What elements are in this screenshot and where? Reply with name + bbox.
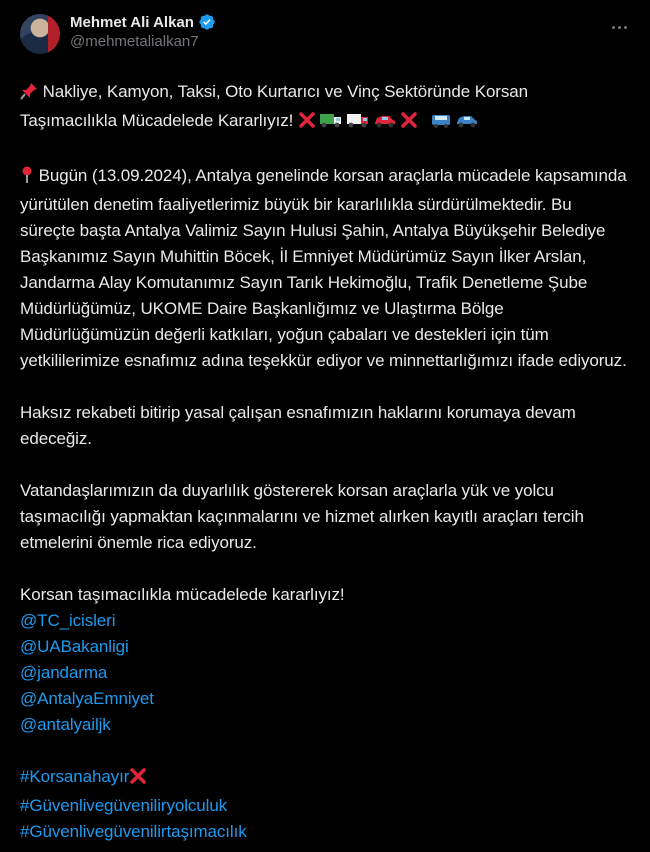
cross-mark-icon bbox=[400, 111, 418, 137]
hashtag-link[interactable]: #Güvenlivegüvenilirtaşımacılık bbox=[20, 822, 247, 841]
hashtag-row bbox=[20, 764, 630, 793]
cross-mark-icon bbox=[129, 767, 147, 793]
paragraph-1-text: Bugün (13.09.2024), Antalya genelinde korsan araçlarla mücadele kapsamında yürütülen denetim faaliyetlerimiz büyük bir kararlılıkla sürdürülmektedir. Bu süreçte başta Antalya Valimiz Sayın Hulusi Şahin, Antalya Büyükşehir Belediye Başkanımız Sayın Muhittin Böcek, İl Emniyet Müdürümüz Sayın İlker Arslan, Jandarma Alay Komutanımız Sayın Tarık Hekimoğlu, Trafik Denetleme Şube Müdürlüğümüz, UKOME Daire Başkanlığımız ve Ulaştırma Bölge Müdürlüğümüzün değerli katkıları, yoğun çabaları ve destekleri için tüm yetkililerimize esnafımız adına teşekkür ediyor ve minnettarlığımızı ifade ediyoruz. bbox=[20, 166, 632, 370]
car-icon bbox=[373, 111, 397, 137]
author-handle[interactable]: @mehmetalialkan7 bbox=[70, 33, 199, 50]
round-pushpin-icon bbox=[20, 166, 34, 192]
more-options-icon[interactable] bbox=[608, 16, 630, 38]
cross-mark-icon bbox=[298, 111, 316, 137]
mention-link[interactable]: @AntalyaEmniyet bbox=[20, 689, 154, 708]
car-icon bbox=[430, 111, 452, 137]
headline bbox=[20, 79, 630, 137]
verified-badge-icon bbox=[198, 13, 216, 31]
mention-link[interactable]: @jandarma bbox=[20, 663, 108, 682]
paragraph-2: Haksız rekabeti bitirip yasal çalışan esnafımızın haklarını korumaya devam edeceğiz. bbox=[20, 403, 581, 448]
author-name[interactable]: Mehmet Ali Alkan bbox=[70, 13, 194, 31]
headline-emojis bbox=[298, 111, 479, 137]
mention-link[interactable]: @UABakanligi bbox=[20, 637, 129, 656]
tweet-text bbox=[20, 79, 630, 845]
paragraph-3: Vatandaşlarımızın da duyarlılık göstererek korsan araçlarla yük ve yolcu taşımacılığı yapmaktan kaçınmalarını ve hizmet alırken kayıtlı araçları tercih etmelerini önemle rica ediyoruz. bbox=[20, 481, 589, 552]
tweet-header bbox=[20, 12, 630, 62]
paragraph-1 bbox=[20, 163, 630, 374]
mention-link[interactable]: @antalyailjk bbox=[20, 715, 111, 734]
hashtag-link[interactable]: #Korsanahayır bbox=[20, 767, 130, 786]
author-identity bbox=[70, 12, 608, 50]
truck-icon bbox=[346, 111, 370, 137]
name-row bbox=[70, 12, 608, 32]
avatar[interactable] bbox=[20, 14, 60, 54]
hashtag-link[interactable]: #Güvenlivegüveniliryolculuk bbox=[20, 796, 228, 815]
paragraph-4: Korsan taşımacılıkla mücadelede kararlıyız! bbox=[20, 585, 345, 604]
headline-line-2: Taşımacılıkla Mücadelede Kararlıyız! bbox=[20, 111, 298, 130]
mention-link[interactable]: @TC_icisleri bbox=[20, 611, 116, 630]
pushpin-icon bbox=[20, 82, 38, 108]
headline-line-1: Nakliye, Kamyon, Taksi, Oto Kurtarıcı ve Vinç Sektöründe Korsan bbox=[38, 82, 528, 101]
car-icon bbox=[455, 111, 479, 137]
truck-icon bbox=[319, 111, 343, 137]
